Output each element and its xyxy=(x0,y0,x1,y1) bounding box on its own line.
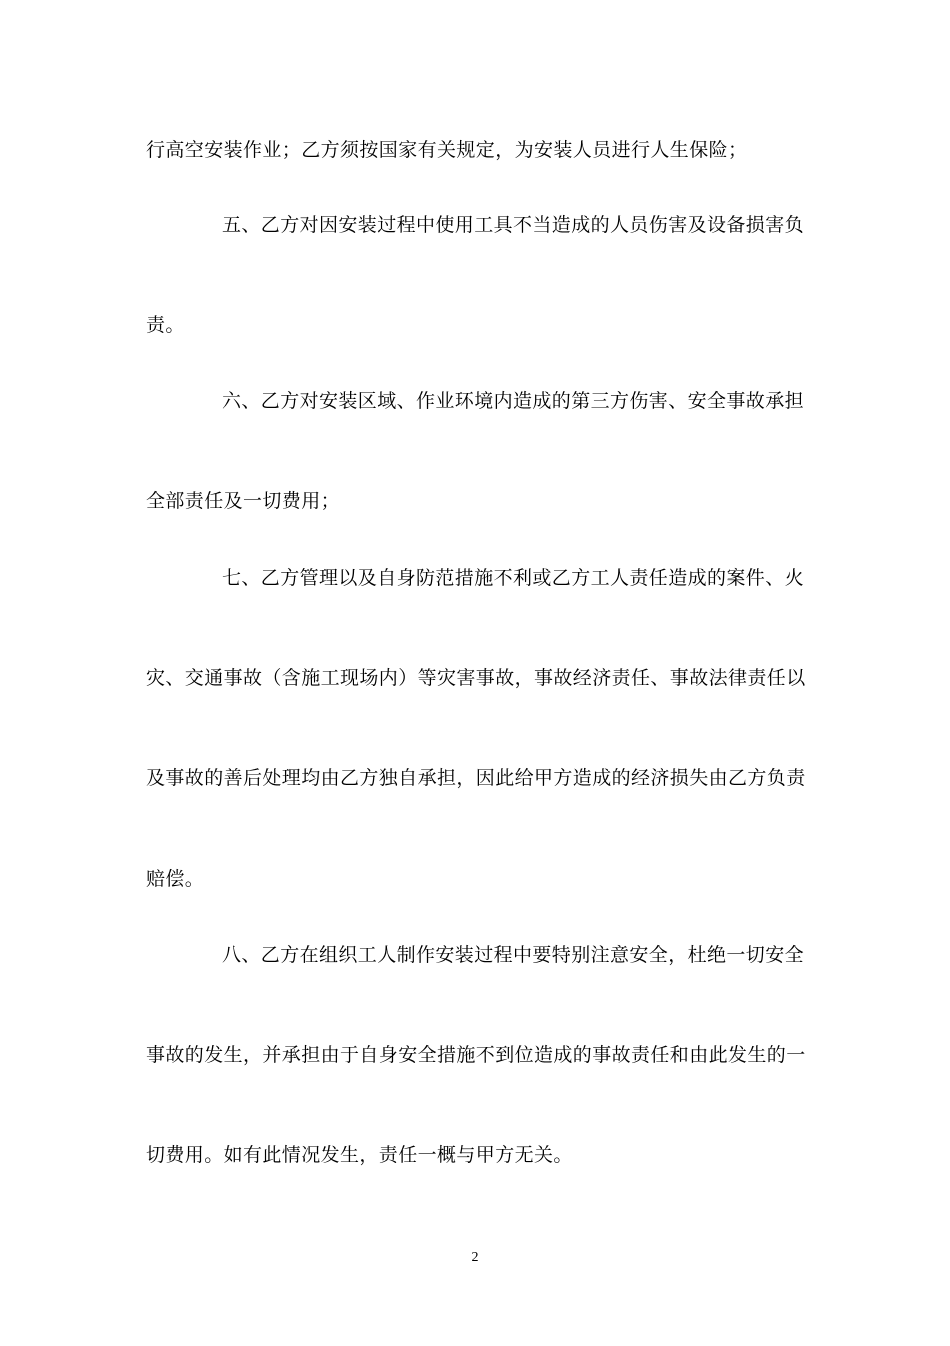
text-line: 行高空安装作业；乙方须按国家有关规定，为安装人员进行人生保险； xyxy=(146,139,748,161)
text-line: 赔偿。 xyxy=(146,868,205,890)
clause-5-heading-line: 五、乙方对因安装过程中使用工具不当造成的人员伤害及设备损害负 xyxy=(222,214,805,236)
page-number: 2 xyxy=(471,1250,479,1265)
clause-6-heading-line: 六、乙方对安装区域、作业环境内造成的第三方伤害、安全事故承担 xyxy=(222,390,805,412)
text-line: 全部责任及一切费用； xyxy=(146,490,341,512)
text-line: 事故的发生，并承担由于自身安全措施不到位造成的事故责任和由此发生的一 xyxy=(146,1044,806,1066)
text-line: 灾、交通事故（含施工现场内）等灾害事故，事故经济责任、事故法律责任以 xyxy=(146,667,806,689)
clause-7-heading-line: 七、乙方管理以及自身防范措施不利或乙方工人责任造成的案件、火 xyxy=(222,567,805,589)
text-line: 责。 xyxy=(146,314,185,336)
text-line: 切费用。如有此情况发生，责任一概与甲方无关。 xyxy=(146,1144,573,1166)
clause-8-heading-line: 八、乙方在组织工人制作安装过程中要特别注意安全，杜绝一切安全 xyxy=(222,944,805,966)
text-line: 及事故的善后处理均由乙方独自承担，因此给甲方造成的经济损失由乙方负责 xyxy=(146,767,806,789)
